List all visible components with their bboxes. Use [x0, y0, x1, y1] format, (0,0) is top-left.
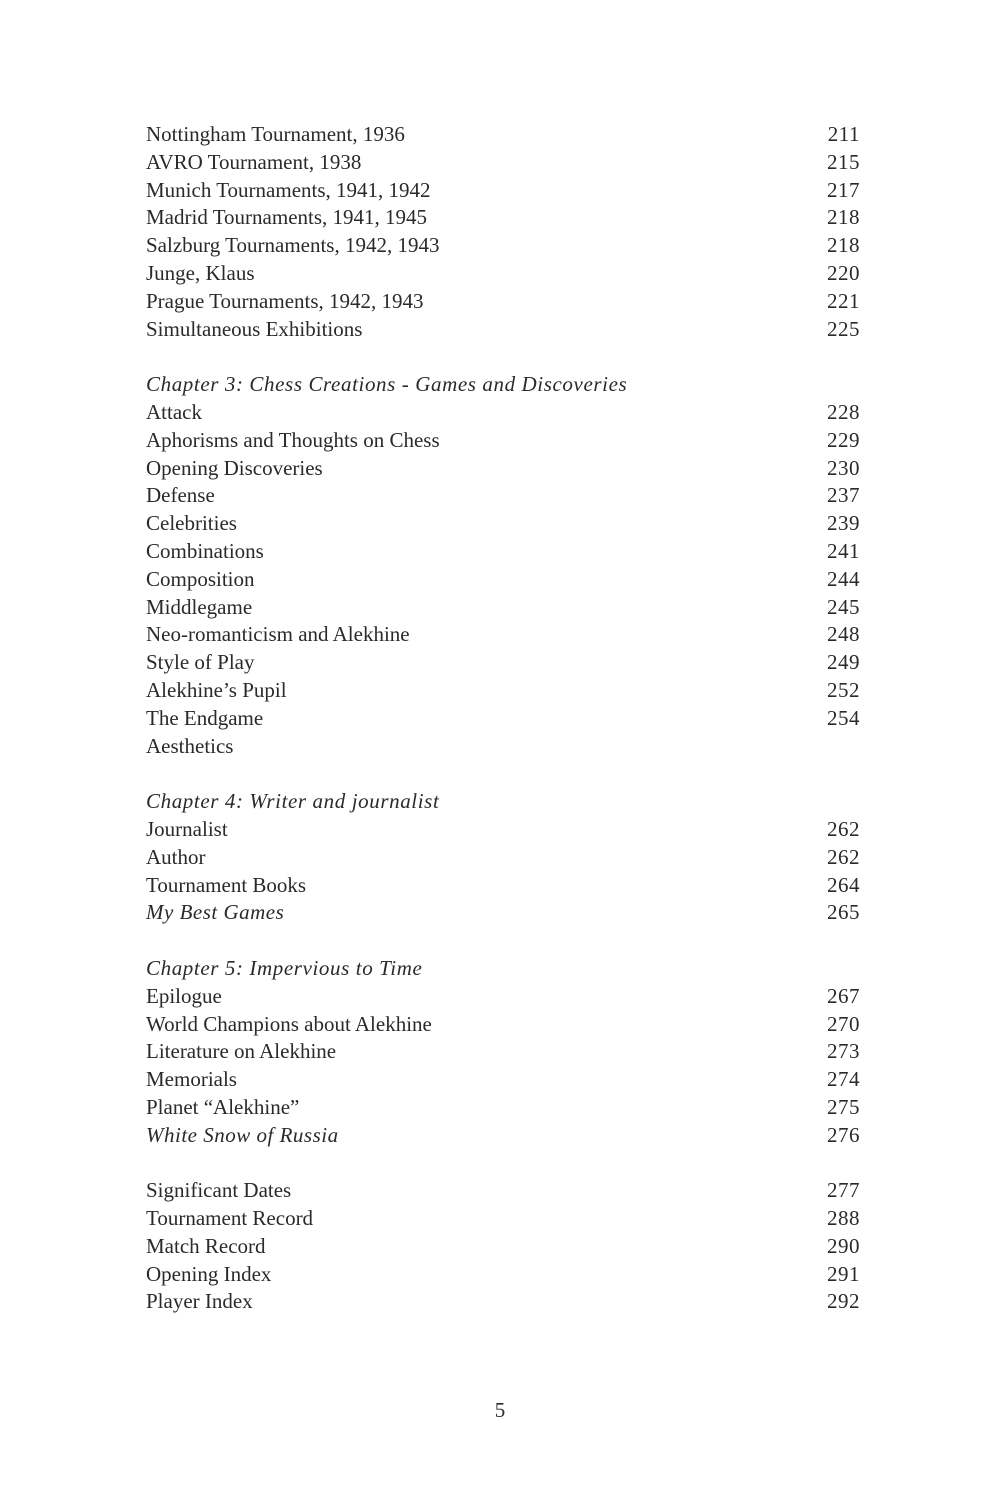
toc-entry-page: 292: [827, 1289, 860, 1314]
toc-entry-title: Composition: [146, 566, 255, 591]
toc-entry: [146, 1122, 860, 1150]
toc-entry-page: 237: [827, 483, 860, 508]
toc-entry: [146, 232, 860, 260]
toc-entry: [146, 288, 860, 316]
toc-section: [146, 371, 860, 760]
toc-entry-title: Player Index: [146, 1289, 253, 1314]
toc-entry-title: Author: [146, 844, 206, 869]
toc-entry: [146, 621, 860, 649]
toc-entry-page: 245: [827, 594, 860, 619]
toc-entry: [146, 482, 860, 510]
chapter-heading: Chapter 5: Impervious to Time: [146, 955, 423, 980]
toc-entry-page: 262: [827, 816, 860, 841]
toc-entry-title: Combinations: [146, 538, 264, 563]
toc-entry-title: Opening Discoveries: [146, 455, 323, 480]
toc-entry-title: Simultaneous Exhibitions: [146, 316, 363, 341]
toc-entry: [146, 177, 860, 205]
toc-entry-page: 252: [827, 677, 860, 702]
toc-entry-page: 244: [827, 566, 860, 591]
toc-entry: [146, 566, 860, 594]
toc-entry-title: Tournament Books: [146, 872, 307, 897]
toc-entry: [146, 538, 860, 566]
toc-entry-page: 229: [827, 427, 860, 452]
toc-entry-page: 276: [827, 1122, 860, 1147]
toc-entry-title: World Champions about Alekhine: [146, 1011, 432, 1036]
toc-entry-title: Tournament Record: [146, 1206, 314, 1231]
toc-entry: [146, 204, 860, 232]
toc-entry: [146, 1094, 860, 1122]
toc-entry-page: 217: [827, 177, 860, 202]
toc-entry: [146, 399, 860, 427]
table-of-contents: [146, 121, 860, 1316]
toc-entry-page: 218: [827, 233, 860, 258]
toc-entry-title: Nottingham Tournament, 1936: [146, 122, 405, 146]
toc-entry-page: 277: [827, 1178, 860, 1203]
toc-entry-title: Munich Tournaments, 1941, 1942: [146, 177, 431, 202]
toc-entry: [146, 1205, 860, 1233]
toc-entry-title: Match Record: [146, 1233, 266, 1258]
toc-entry-page: 267: [827, 983, 860, 1008]
page-number: 5: [494, 1398, 506, 1422]
toc-entry-page: 288: [827, 1206, 860, 1231]
toc-entry: [146, 844, 860, 872]
toc-entry: [146, 872, 860, 900]
toc-entry: [146, 1066, 860, 1094]
toc-entry-page: 230: [827, 455, 860, 480]
toc-entry-title: Celebrities: [146, 511, 237, 536]
toc-entry-page: 249: [827, 650, 860, 675]
toc-entry-title: Neo-romanticism and Alekhine: [146, 622, 410, 647]
toc-entry: [146, 316, 860, 344]
toc-entry-page: 228: [827, 399, 860, 424]
toc-entry: [146, 1288, 860, 1316]
toc-entry: [146, 983, 860, 1011]
toc-entry-page: 262: [827, 844, 860, 869]
toc-entry-page: 254: [827, 705, 860, 730]
toc-section: [146, 788, 860, 927]
toc-entry: [146, 649, 860, 677]
toc-entry-title: Alekhine’s Pupil: [146, 677, 287, 702]
chapter-heading: Chapter 4: Writer and journalist: [146, 789, 440, 814]
toc-entry: [146, 427, 860, 455]
toc-entry-page: 264: [827, 872, 860, 897]
toc-entry-title: Prague Tournaments, 1942, 1943: [146, 288, 424, 313]
toc-entry-title: Salzburg Tournaments, 1942, 1943: [146, 233, 440, 258]
toc-entry-page: 275: [827, 1094, 860, 1119]
toc-entry-title: AVRO Tournament, 1938: [146, 149, 362, 174]
toc-entry-title: The Endgame: [146, 705, 264, 730]
toc-entry: [146, 705, 860, 733]
toc-entry: [146, 733, 860, 761]
toc-entry-title: Journalist: [146, 816, 228, 841]
toc-section: [146, 955, 860, 1150]
toc-entry-page: 270: [827, 1011, 860, 1036]
toc-entry: [146, 260, 860, 288]
toc-entry-title: White Snow of Russia: [146, 1122, 339, 1147]
toc-entry-title: Style of Play: [146, 650, 255, 675]
toc-section: [146, 121, 860, 343]
toc-entry-page: 265: [827, 900, 860, 925]
toc-entry: [146, 1233, 860, 1261]
toc-section: [146, 1177, 860, 1316]
toc-entry-title: Planet “Alekhine”: [146, 1094, 300, 1119]
toc-entry-title: My Best Games: [146, 900, 285, 925]
toc-entry-page: 241: [827, 538, 860, 563]
toc-entry-title: Opening Index: [146, 1261, 272, 1286]
toc-entry-page: 220: [827, 260, 860, 285]
toc-entry-title: Epilogue: [146, 983, 222, 1008]
toc-entry: [146, 121, 860, 149]
toc-entry-title: Junge, Klaus: [146, 260, 255, 285]
toc-entry: [146, 149, 860, 177]
toc-entry: [146, 1011, 860, 1039]
toc-entry-title: Aesthetics: [146, 733, 234, 758]
toc-entry-title: Significant Dates: [146, 1178, 292, 1203]
chapter-heading: Chapter 3: Chess Creations - Games and Discoveries: [146, 372, 628, 397]
toc-entry: [146, 1038, 860, 1066]
toc-entry-page: 221: [827, 288, 860, 313]
toc-entry: [146, 510, 860, 538]
toc-entry: [146, 677, 860, 705]
toc-entry-title: Madrid Tournaments, 1941, 1945: [146, 205, 428, 230]
toc-entry: [146, 455, 860, 483]
toc-entry-page: 211: [827, 122, 860, 146]
toc-entry-page: 225: [827, 316, 860, 341]
toc-entry-title: Aphorisms and Thoughts on Chess: [146, 427, 440, 452]
toc-entry-page: 215: [827, 149, 860, 174]
toc-entry-page: 273: [827, 1039, 860, 1064]
toc-entry-page: 274: [827, 1067, 860, 1092]
toc-entry-title: Attack: [146, 399, 202, 424]
toc-entry: [146, 816, 860, 844]
toc-entry-page: 291: [827, 1261, 860, 1286]
toc-entry-page: 248: [827, 622, 860, 647]
toc-entry-title: Literature on Alekhine: [146, 1039, 337, 1064]
toc-entry: [146, 1177, 860, 1205]
toc-entry-title: Defense: [146, 483, 215, 508]
toc-entry: [146, 1261, 860, 1289]
toc-entry-title: Middlegame: [146, 594, 253, 619]
toc-entry-title: Memorials: [146, 1067, 237, 1092]
toc-entry-page: 218: [827, 205, 860, 230]
toc-entry: [146, 899, 860, 927]
toc-entry-page: 290: [827, 1233, 860, 1258]
toc-entry-page: 239: [827, 511, 860, 536]
toc-entry: [146, 594, 860, 622]
